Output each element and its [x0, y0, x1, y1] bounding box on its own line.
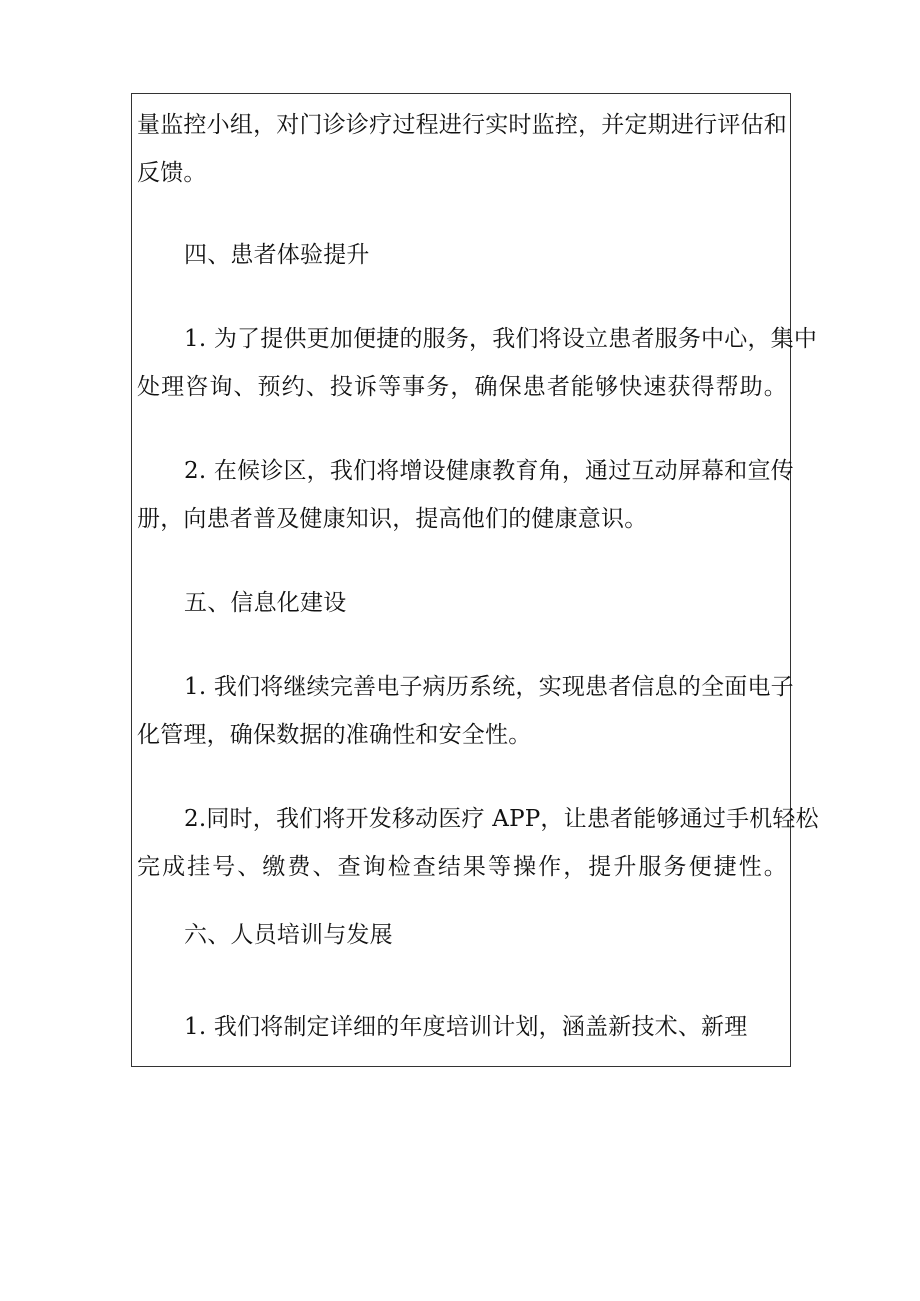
paragraph-line: 反馈。 [137, 160, 207, 186]
paragraph-line: 册，向患者普及健康知识，提高他们的健康意识。 [137, 506, 648, 532]
paragraph-line: 1. 我们将制定详细的年度培训计划，涵盖新技术、新理 [184, 1014, 748, 1040]
paragraph-line: 2.同时，我们将开发移动医疗 APP，让患者能够通过手机轻松 [184, 806, 819, 832]
paragraph-line: 1. 我们将继续完善电子病历系统，实现患者信息的全面电子 [184, 674, 794, 700]
paragraph-line: 量监控小组，对门诊诊疗过程进行实时监控，并定期进行评估和 [137, 112, 787, 138]
paragraph-line: 处理咨询、预约、投诉等事务，确保患者能够快速获得帮助。 [137, 374, 787, 400]
section-heading: 五、信息化建设 [184, 590, 347, 616]
paragraph-line: 2. 在候诊区，我们将增设健康教育角，通过互动屏幕和宣传 [184, 458, 794, 484]
section-heading: 六、人员培训与发展 [184, 922, 393, 948]
paragraph-line: 完成挂号、缴费、查询检查结果等操作，提升服务便捷性。 [137, 854, 787, 880]
paragraph-line: 1. 为了提供更加便捷的服务，我们将设立患者服务中心，集中 [184, 326, 818, 352]
section-heading: 四、患者体验提升 [184, 242, 370, 268]
paragraph-line: 化管理，确保数据的准确性和安全性。 [137, 722, 532, 748]
